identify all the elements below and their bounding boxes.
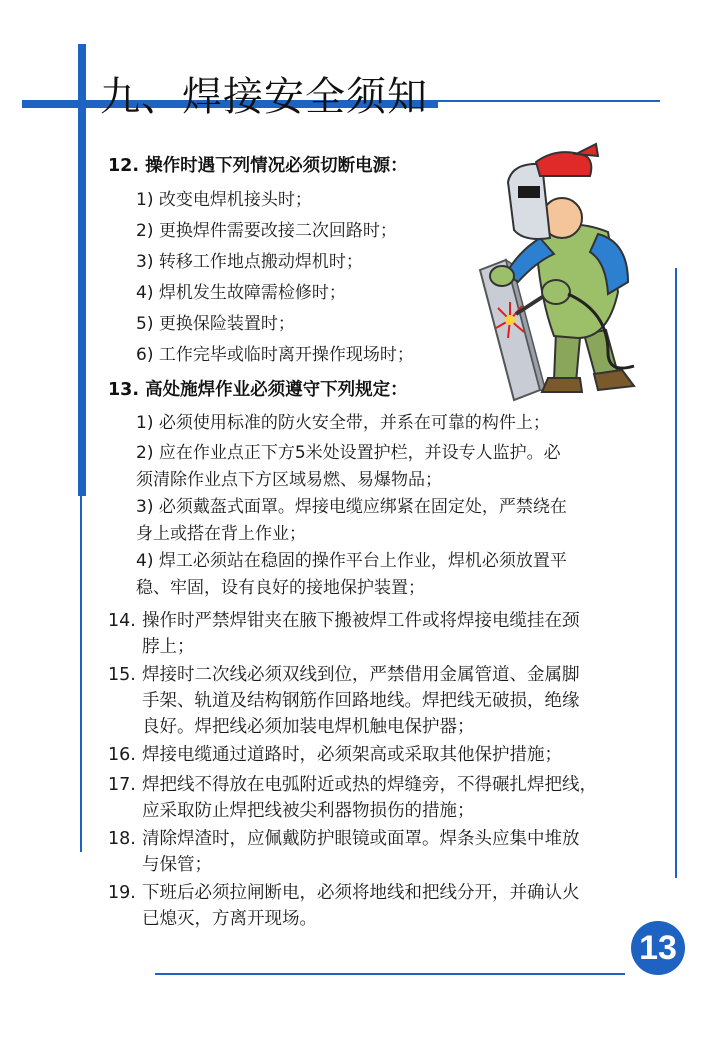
section-13-item-3-line-2: 身上或搭在背上作业； [136,524,306,544]
section-13-item-1-line-1: 1) 必须使用标准的防火安全带，并系在可靠的构件上； [136,413,550,433]
section-13-item-4 [136,548,646,602]
section-13-heading: 13. 高处施焊作业必须遵守下列规定： [108,380,408,400]
section-12-heading: 12. 操作时遇下列情况必须切断电源： [108,156,408,176]
section-13-item-4-line-2: 稳、牢固，设有良好的接地保护装置； [136,578,425,598]
rule-19-text [142,880,660,932]
section-13-item-1 [136,410,646,437]
rule-16 [108,742,660,768]
rule-18-number: 18. [108,829,136,849]
rule-19 [108,880,660,932]
rule-19-line-2: 已熄灭，方离开现场。 [142,909,317,929]
section-13-item-2 [136,440,646,494]
section-13-item-2-line-1: 2) 应在作业点正下方5米处设置护栏，并设专人监护。必 [136,443,561,463]
rule-15-line-2: 手架、轨道及结构钢筋作回路地线。焊把线无破损，绝缘 [142,691,580,711]
rule-19-number: 19. [108,883,136,903]
rule-17-line-1: 焊把线不得放在电弧附近或热的焊缝旁，不得碾扎焊把线， [142,775,597,795]
left-vertical-bar-thin [80,496,82,852]
rule-15-text [142,662,660,740]
rule-19-line-1: 下班后必须拉闸断电，必须将地线和把线分开，并确认火 [142,883,580,903]
rule-17-text [142,772,660,824]
rule-14 [108,608,660,660]
right-vertical-bar [675,268,677,878]
rule-15-number: 15. [108,665,136,685]
title-underline-thin [438,100,660,102]
rule-14-text [142,608,660,660]
rule-14-number: 14. [108,611,136,631]
rule-17-number: 17. [108,775,136,795]
rule-15-line-1: 焊接时二次线必须双线到位，严禁借用金属管道、金属脚 [142,665,580,685]
title-left-accent-bar [78,44,86,108]
page-number: 13 [639,929,677,967]
page-title: 九、焊接安全须知 [100,73,428,120]
section-12-item-3: 3) 转移工作地点搬动焊机时； [136,252,363,272]
rule-16-number: 16. [108,745,136,765]
rule-18 [108,826,660,878]
section-13-item-2-line-2: 须清除作业点下方区域易燃、易爆物品； [136,470,442,490]
page-number-badge [630,920,686,976]
rule-16-text [142,742,660,768]
section-13-item-3-line-1: 3) 必须戴盔式面罩。焊接电缆应绑紧在固定处，严禁绕在 [136,497,567,517]
section-12-item-2: 2) 更换焊件需要改接二次回路时； [136,221,397,241]
section-13-item-3 [136,494,646,548]
rule-14-line-2: 脖上； [142,637,195,657]
rule-18-line-2: 与保管； [142,855,212,875]
rule-15-line-3: 良好。焊把线必须加装电焊机触电保护器； [142,717,475,737]
left-vertical-bar-thick [78,108,86,496]
section-12-item-4: 4) 焊机发生故障需检修时； [136,283,346,303]
rule-18-line-1: 清除焊渣时，应佩戴防护眼镜或面罩。焊条头应集中堆放 [142,829,580,849]
section-12-item-6: 6) 工作完毕或临时离开操作现场时； [136,345,414,365]
bottom-line [155,973,625,975]
rule-17 [108,772,660,824]
section-13-item-4-line-1: 4) 焊工必须站在稳固的操作平台上作业，焊机必须放置平 [136,551,567,571]
section-12-item-1: 1) 改变电焊机接头时； [136,190,312,210]
rule-17-line-2: 应采取防止焊把线被尖利器物损伤的措施； [142,801,475,821]
rule-16-line-1: 焊接电缆通过道路时，必须架高或采取其他保护措施； [142,745,562,765]
rule-18-text [142,826,660,878]
rule-14-line-1: 操作时严禁焊钳夹在腋下搬被焊工件或将焊接电缆挂在颈 [142,611,580,631]
section-12-item-5: 5) 更换保险装置时； [136,314,295,334]
rule-15 [108,662,660,740]
